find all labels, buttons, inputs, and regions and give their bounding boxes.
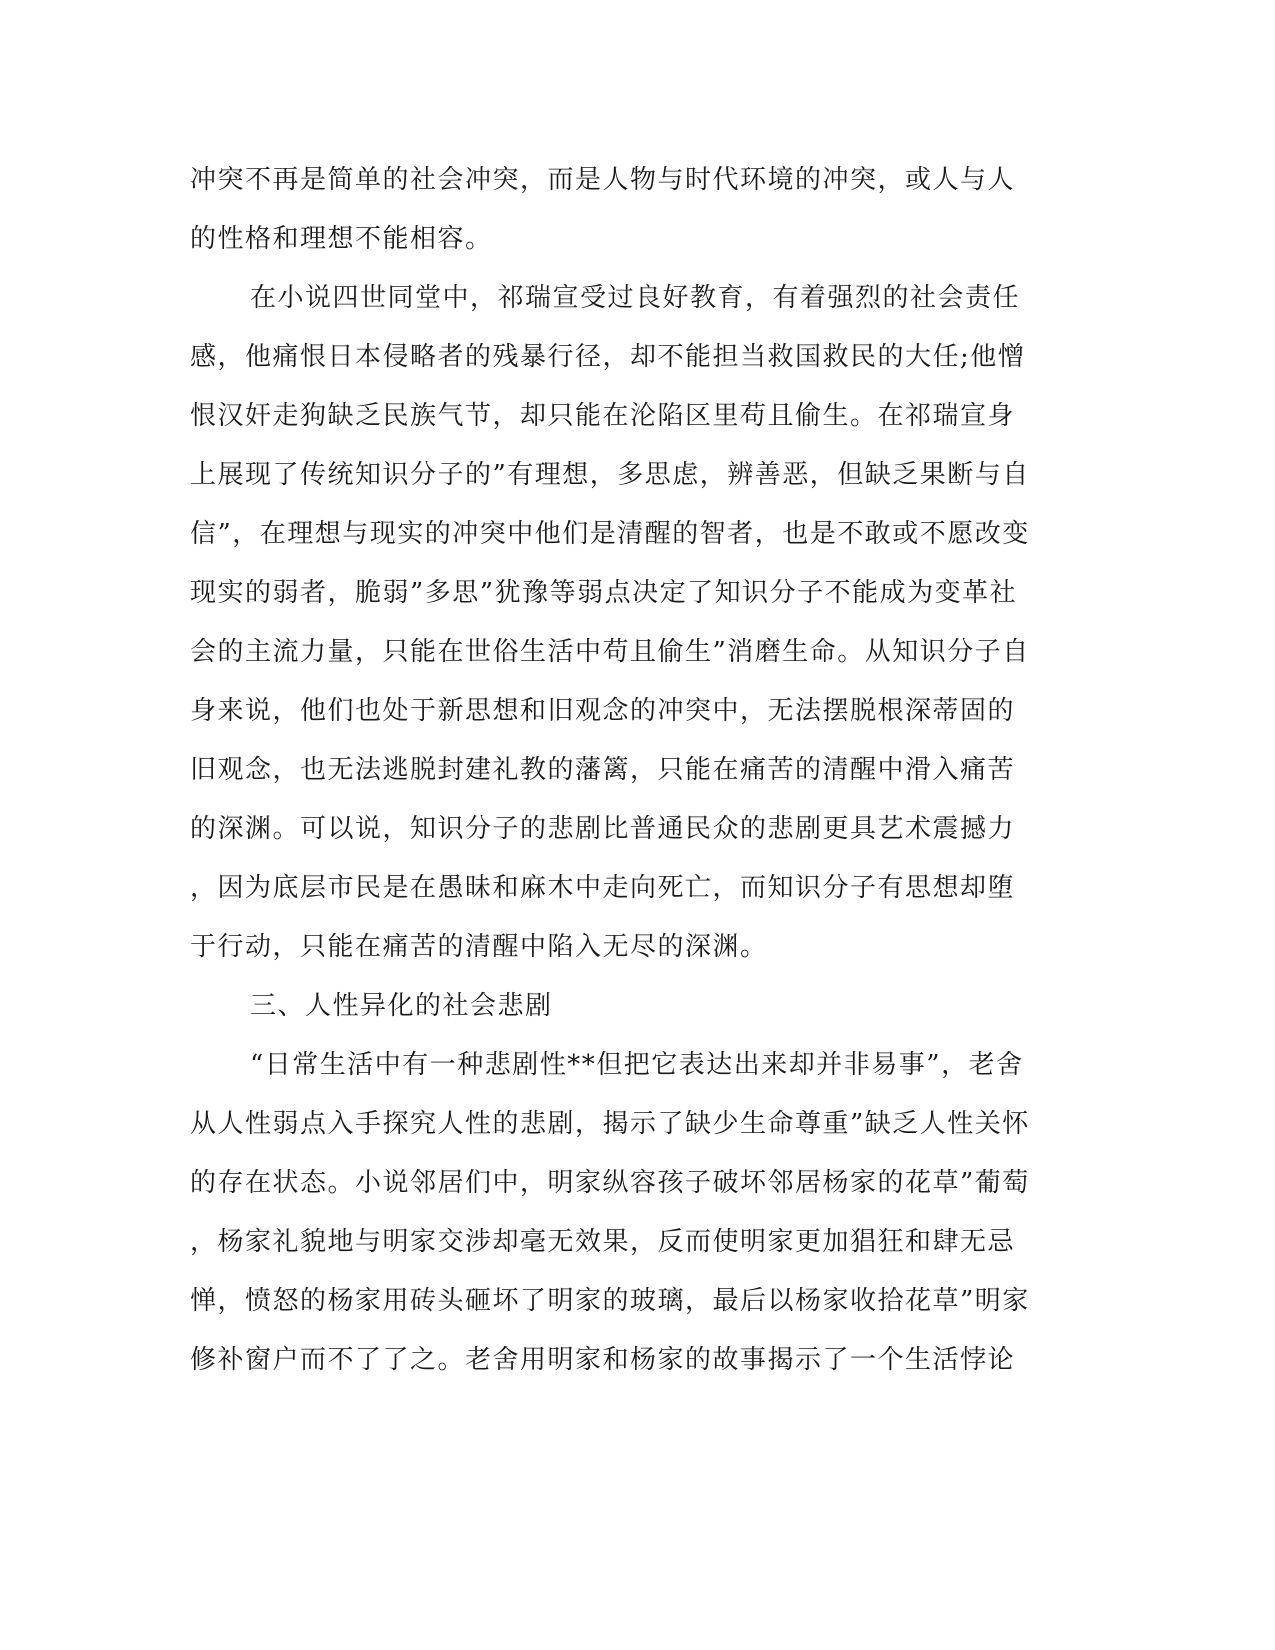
text-line: 旧观念，也无法逃脱封建礼教的藩篱，只能在痛苦的清醒中滑入痛苦	[190, 755, 1016, 785]
text-line: 的性格和理想不能相容。	[190, 224, 493, 254]
paragraph-start-line: “日常生活中有一种悲剧性**但把它表达出来却并非易事”，老舍	[250, 1050, 1024, 1080]
text-line: 冲突不再是简单的社会冲突，而是人物与时代环境的冲突，或人与人	[190, 165, 1016, 195]
text-line: 恨汉奸走狗缺乏民族气节，却只能在沦陷区里苟且偷生。在祁瑞宣身	[190, 401, 1016, 431]
text-line: 会的主流力量，只能在世俗生活中苟且偷生”消磨生命。从知识分子自	[190, 637, 1030, 667]
text-line: 的存在状态。小说邻居们中，明家纵容孩子破坏邻居杨家的花草”葡萄	[190, 1168, 1030, 1198]
section-heading: 三、人性异化的社会悲剧	[250, 991, 553, 1021]
text-line: ，因为底层市民是在愚昧和麻木中走向死亡，而知识分子有思想却堕	[190, 873, 1016, 903]
text-line: 从人性弱点入手探究人性的悲剧，揭示了缺少生命尊重”缺乏人性关怀	[190, 1109, 1030, 1139]
text-line: 惮，愤怒的杨家用砖头砸坏了明家的玻璃，最后以杨家收拾花草”明家	[190, 1286, 1030, 1316]
text-line: 的深渊。可以说，知识分子的悲剧比普通民众的悲剧更具艺术震撼力	[190, 814, 1016, 844]
text-line: 修补窗户而不了了之。老舍用明家和杨家的故事揭示了一个生活悖论	[190, 1345, 1016, 1375]
text-line: ，杨家礼貌地与明家交涉却毫无效果，反而使明家更加猖狂和肆无忌	[190, 1227, 1016, 1257]
text-line: 于行动，只能在痛苦的清醒中陷入无尽的深渊。	[190, 932, 768, 962]
text-line: 身来说，他们也处于新思想和旧观念的冲突中，无法摆脱根深蒂固的	[190, 696, 1016, 726]
paragraph-start-line: 在小说四世同堂中，祁瑞宣受过良好教育，有着强烈的社会责任	[250, 283, 1021, 313]
text-line: 信”，在理想与现实的冲突中他们是清醒的智者，也是不敢或不愿改变	[190, 519, 1030, 549]
text-line: 上展现了传统知识分子的”有理想，多思虑，辨善恶，但缺乏果断与自	[190, 460, 1030, 490]
text-line: 感，他痛恨日本侵略者的残暴行径，却不能担当救国救民的大任;他憎	[190, 342, 1026, 372]
text-line: 现实的弱者，脆弱”多思”犹豫等弱点决定了知识分子不能成为变革社	[190, 578, 1018, 608]
